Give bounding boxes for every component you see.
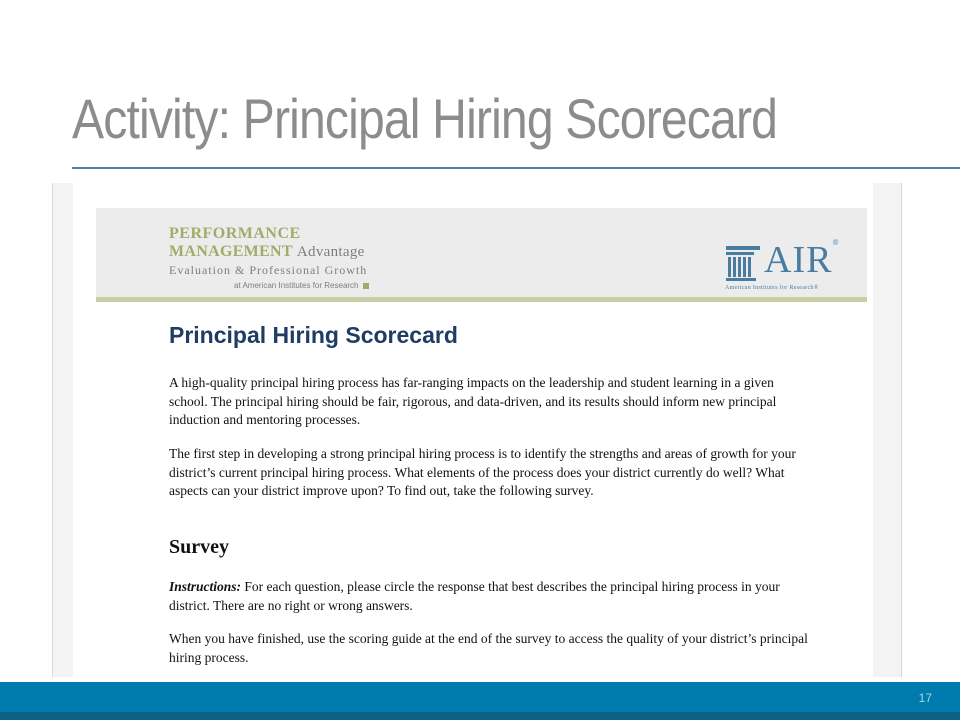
survey-heading: Survey bbox=[169, 536, 229, 558]
intro-paragraph: A high-quality principal hiring process has far-ranging impacts on the leadership and student learning in a given school. The principal hiring should be fair, rigorous, and data-driven, and its results should inform new principal induction and mentoring processes. bbox=[169, 375, 777, 427]
instructions-lead: Instructions: bbox=[169, 579, 242, 594]
instructions-text: For each question, please circle the response that best describes the principal hiring process in your district. There are no right or wrong answers. bbox=[169, 579, 780, 613]
air-logo-text bbox=[764, 238, 840, 282]
air-logo-subtitle: American Institutes for Research® bbox=[725, 285, 819, 291]
document-heading: Principal Hiring Scorecard bbox=[169, 322, 458, 348]
banner-square-icon bbox=[363, 283, 369, 289]
title-divider bbox=[72, 167, 960, 169]
banner-advantage-text: Advantage bbox=[296, 244, 365, 260]
slide-title: Activity: Principal Hiring Scorecard bbox=[72, 87, 778, 150]
document-page bbox=[73, 183, 873, 677]
footer-dark-strip bbox=[0, 712, 960, 720]
page-number: 17 bbox=[918, 691, 932, 705]
banner-line-evaluation: Evaluation & Professional Growth bbox=[169, 263, 368, 277]
banner-management-text: MANAGEMENT bbox=[169, 243, 293, 260]
footer-bar bbox=[0, 682, 960, 720]
air-logo-letters: AIR bbox=[764, 239, 833, 281]
document-frame bbox=[52, 183, 902, 677]
document-banner bbox=[96, 208, 867, 297]
air-columns-icon bbox=[726, 246, 760, 282]
first-step-paragraph: The first step in developing a strong principal hiring process is to identify the strengths and areas of growth for your district’s current principal hiring process. What elements of the process does your district currently do well? What aspects can your district improve upon? To find out, take the following survey. bbox=[169, 446, 796, 498]
banner-line-management bbox=[169, 243, 365, 261]
air-logo bbox=[725, 238, 846, 292]
banner-air-text: at American Institutes for Research bbox=[234, 281, 359, 290]
instructions-paragraph bbox=[169, 578, 809, 615]
scoring-paragraph: When you have finished, use the scoring guide at the end of the survey to access the quality of your district’s principal hiring process. bbox=[169, 631, 808, 665]
banner-line-performance: PERFORMANCE bbox=[169, 225, 301, 242]
banner-line-air bbox=[234, 281, 369, 290]
banner-stripe bbox=[96, 297, 867, 302]
air-logo-registered: ® bbox=[832, 238, 840, 247]
